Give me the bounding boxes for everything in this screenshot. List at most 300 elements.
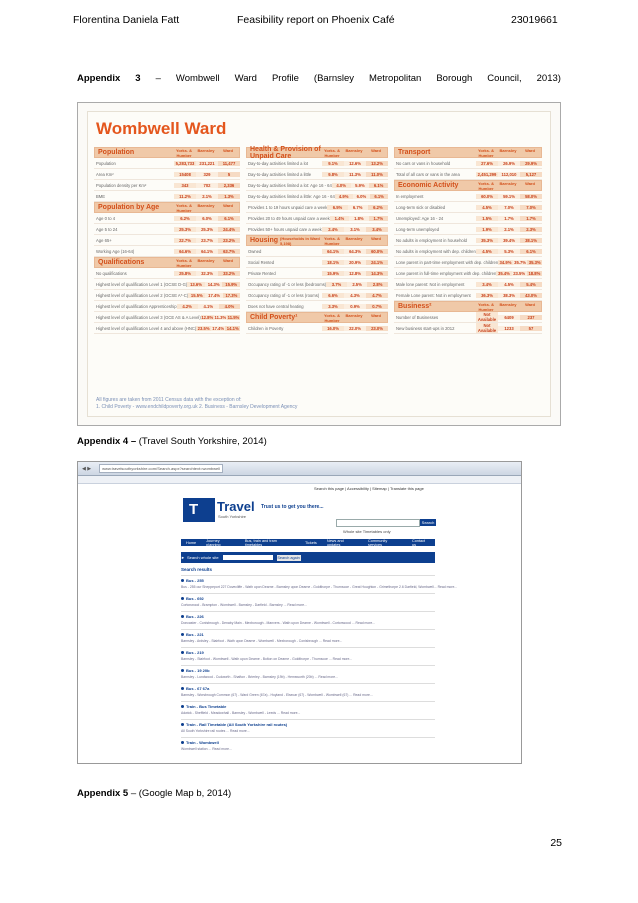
column-header: Barnsley	[345, 235, 363, 241]
column-header: Ward	[371, 235, 381, 241]
result-item	[181, 701, 435, 719]
table-row	[394, 323, 542, 334]
brand-sub: South Yorkshire	[218, 514, 247, 519]
cell-value: 22.7%	[174, 238, 196, 243]
table-row	[394, 224, 542, 235]
search-scope-radios: Whole site Timetables only	[343, 529, 391, 534]
result-text: Wombwell station ... Read more...	[181, 747, 232, 751]
result-item	[181, 647, 435, 665]
cell-value: 34.9%	[499, 259, 512, 265]
cell-value: 59.1%	[498, 194, 520, 199]
wombwell-ward-profile-image	[77, 102, 561, 426]
table-row	[94, 191, 240, 202]
cell-value: 1.4%	[330, 216, 349, 221]
cell-value: 23.7%	[196, 238, 218, 243]
table-row	[94, 290, 240, 301]
row-label: Provides 20 to 49 hours unpaid care a week	[248, 215, 330, 221]
nav-item: Bus, train and tram timetables	[244, 538, 277, 547]
cell-value: 6.0%	[196, 216, 218, 221]
cell-value: 18.8%	[528, 270, 541, 276]
section-title: Population	[98, 149, 135, 156]
row-label: Highest level of qualification Apprenticeship	[96, 303, 177, 309]
row-label: Total of all cars or vans in the area	[396, 171, 460, 177]
cell-value: 11.2%	[174, 194, 196, 199]
section-population	[94, 147, 240, 158]
result-heading: Bus - 219	[181, 650, 435, 655]
table-row	[246, 290, 388, 301]
cell-value: 64.1%	[322, 249, 344, 254]
section-title: Transport	[398, 149, 431, 156]
row-label: Population	[96, 160, 116, 166]
cell-value: 231,221	[196, 161, 218, 166]
result-text: Barnsley - Stairfoot - Wombwell - Wath upon Dearne - Bolton on Dearne - Goldthorpe - Thurnscoe ... Read more...	[181, 657, 353, 661]
table-row	[94, 323, 240, 334]
cell-value: 24.1%	[366, 260, 388, 265]
page-number: 25	[550, 837, 562, 849]
cell-value: 4.5%	[498, 282, 520, 287]
row-label: Day-to-day activities limited a little: Age 16 - 64	[248, 193, 335, 199]
row-label: Does not have central heating	[248, 303, 304, 309]
cell-value: 6.1%	[520, 249, 542, 254]
section-business	[394, 301, 542, 312]
row-label: No qualifications	[96, 270, 127, 276]
column-header: Yorks. & Humber	[324, 235, 340, 246]
cell-value: 12.8%	[344, 271, 366, 276]
cell-value: 3.1%	[344, 227, 366, 232]
cell-value: 2.3%	[520, 227, 542, 232]
site-search-button: Search	[421, 520, 435, 525]
cell-value: 35.4%	[498, 270, 510, 276]
search-icon: ►	[181, 555, 185, 560]
row-label: Long-term sick or disabled	[396, 204, 446, 210]
column-header: Yorks. & Humber	[176, 202, 192, 213]
cell-value: 26.9%	[498, 161, 520, 166]
column-header: Yorks. & Humber	[176, 257, 192, 268]
table-row	[246, 158, 388, 169]
ward-title: Wombwell Ward	[96, 119, 227, 138]
header-student-id: 23019661	[511, 14, 558, 26]
section-title: Housing	[250, 237, 278, 244]
cell-value: 23.2%	[218, 238, 240, 243]
appendix-4-caption	[77, 436, 267, 447]
footnote-line: All figures are taken from 2011 Census data with the exception of:	[96, 397, 242, 403]
row-label: Long-term unemployed	[396, 226, 440, 232]
result-heading: Train - Wombwell	[181, 740, 435, 745]
section-title: Qualifications	[98, 259, 145, 266]
table-row	[246, 213, 388, 224]
result-heading: Bus - 255	[181, 578, 435, 583]
result-text: Adwick - Sheffield - Meadowhall - Barnsley - Wombwell - Leeds ... Read more...	[181, 711, 301, 715]
column-header: Barnsley	[197, 257, 215, 263]
cell-value: 38.1%	[520, 238, 542, 243]
column-header: Yorks. & Humber	[324, 147, 340, 158]
header-title: Feasibility report on Phoenix Café	[237, 14, 395, 26]
nav-item: News and updates	[326, 538, 344, 547]
row-label: In employment	[396, 193, 424, 199]
cell-value: 15.9%	[322, 271, 344, 276]
nav-item: Community services	[368, 538, 388, 547]
appendix-3-word: Wombwell	[175, 73, 220, 84]
cell-value: 5	[218, 172, 240, 177]
cell-value: 5,283,733	[175, 160, 195, 166]
cell-value: 64.1%	[196, 249, 218, 254]
cell-value: 35.3%	[528, 259, 541, 265]
cell-value: 6.0%	[353, 194, 371, 199]
table-row	[394, 235, 542, 246]
cell-value: 4.9%	[335, 194, 353, 199]
row-label: Lone parent in part-time employment with dep. children	[396, 259, 499, 265]
cell-value: 2.5%	[347, 282, 368, 287]
appendix-3-word: (Barnsley	[313, 73, 355, 84]
cell-value: 4.7%	[366, 293, 388, 298]
section-econ	[394, 180, 542, 191]
cell-value: 12.6%	[344, 161, 366, 166]
cell-value: 4.2%	[177, 304, 198, 309]
table-row	[394, 169, 542, 180]
column-header: Barnsley	[197, 202, 215, 208]
cell-value: 17.3%	[223, 293, 240, 298]
result-item	[181, 611, 435, 629]
cell-value: 35.3%	[476, 238, 498, 243]
row-label: No adults in employment in household	[396, 237, 467, 243]
cell-value: 2,336	[218, 183, 240, 188]
row-label: Children in Poverty	[248, 325, 284, 331]
table-row	[246, 191, 388, 202]
row-label: Number of Businesses	[396, 314, 439, 320]
table-row	[394, 191, 542, 202]
cell-value: 17.4%	[205, 293, 222, 298]
appendix-3-word: 2013)	[536, 73, 561, 84]
cell-value: 6.2%	[174, 216, 196, 221]
search-label: Search whole site	[186, 555, 219, 560]
column-header: Barnsley	[499, 147, 517, 153]
appendix-3-caption	[77, 73, 561, 84]
ward-footnote	[96, 397, 297, 411]
cell-value: 329	[196, 172, 218, 177]
section-title: Health & Provision of Unpaid Care	[250, 145, 321, 160]
cell-value: 25.3%	[196, 227, 218, 232]
cell-value: 1.7%	[498, 216, 520, 221]
row-label: Private Rented	[248, 270, 276, 276]
column-header: Yorks. & Humber	[478, 301, 494, 312]
tagline: Trust us to get you there...	[261, 504, 324, 510]
row-label: Highest level of qualification Level 4 and above (HNC)	[96, 325, 197, 331]
cell-value: 702	[196, 183, 218, 188]
cell-value: 11.3%	[214, 314, 227, 320]
column-header: Ward	[223, 202, 233, 208]
column-header: Ward	[371, 312, 381, 318]
cell-value: 39.4%	[498, 238, 520, 243]
row-label: Day-to-day activities limited a little	[248, 171, 312, 177]
table-row	[394, 268, 542, 279]
result-text: Barnsley - Lundwood - Cudworth - Shafton - Brierley - Barnsley (19b) - Hemsworth (20b) ... Read more...	[181, 675, 338, 679]
table-row	[394, 246, 542, 257]
result-heading: Train - Rail Timetable (All South Yorkshire rail routes)	[181, 722, 435, 727]
table-row	[94, 235, 240, 246]
top-links: Search this page | Accessibility | Sitemap | Translate this page	[314, 486, 424, 491]
row-label: Lone parent in full-time employment with dep. children	[396, 270, 497, 276]
row-label: Occupancy rating of -1 or less (bedrooms)	[248, 281, 327, 287]
cell-value: 32.3%	[196, 271, 218, 276]
table-row	[94, 279, 240, 290]
cell-value: 16.0%	[322, 326, 344, 331]
column-header: Barnsley	[345, 312, 363, 318]
cell-value: 14.1%	[226, 325, 239, 331]
row-label: Working Age (16-64)	[96, 248, 135, 254]
table-row	[394, 279, 542, 290]
column-header: Ward	[525, 180, 535, 186]
column-header: Yorks. & Humber	[478, 147, 494, 158]
result-item	[181, 719, 435, 737]
cell-value: 6409	[498, 315, 520, 320]
cell-value: 2.1%	[498, 227, 520, 232]
table-row	[94, 312, 240, 323]
row-label: Age 0 to 4	[96, 215, 116, 221]
table-row	[394, 312, 542, 323]
cell-value: 5.3%	[498, 249, 520, 254]
section-transport	[394, 147, 542, 158]
appendix-3-word: 3	[135, 73, 141, 84]
row-label: Unemployed: Age 16 - 24	[396, 215, 444, 221]
cell-value: 14.3%	[366, 271, 388, 276]
travel-logo	[183, 498, 215, 522]
cell-value: 112,010	[498, 172, 520, 177]
cell-value: 6.5%	[327, 205, 347, 210]
cell-value: 29.9%	[520, 161, 542, 166]
cell-value: 1.7%	[520, 216, 542, 221]
cell-value: 6.1%	[370, 194, 388, 199]
cell-value: 3.3%	[322, 304, 344, 309]
cell-value: 57	[520, 326, 542, 331]
column-header: Ward	[525, 147, 535, 153]
row-label: Provides 1 to 19 hours unpaid care a week	[248, 204, 328, 210]
section-child	[246, 312, 388, 323]
cell-value: 1.7%	[369, 216, 388, 221]
cell-value: 11.5%	[227, 314, 240, 320]
table-row	[246, 224, 388, 235]
result-text: Bus - 255 our Sheppeport 227 Dovecliffe - Wath upon Dearne - Barnsley upon Dearne - Goldthorpe - Thurnscoe - Great Houghton - Grimethorpe 2.6 Darfield, Wombwell... Read more...	[181, 585, 458, 589]
cell-value: 11.3%	[344, 172, 366, 177]
cell-value: 64.3%	[344, 249, 366, 254]
main-nav	[181, 539, 435, 546]
search-again-input	[223, 555, 273, 560]
browser-toolbar	[78, 462, 521, 476]
table-row	[246, 180, 388, 191]
table-row	[246, 246, 388, 257]
cell-value: 1.3%	[218, 194, 240, 199]
cell-value: 24.4%	[218, 227, 240, 232]
table-row	[394, 202, 542, 213]
cell-value: 20.9%	[344, 260, 366, 265]
row-label: Age 5 to 24	[96, 226, 118, 232]
cell-value: 2.1%	[196, 194, 218, 199]
table-row	[94, 224, 240, 235]
row-label: Highest level of qualification Level 1 (GCSE D-G)	[96, 281, 188, 287]
cell-value: 33.2%	[218, 271, 240, 276]
cell-value: 3.7%	[326, 282, 347, 287]
table-row	[94, 301, 240, 312]
cell-value: 4.3%	[344, 293, 366, 298]
column-header: Barnsley	[345, 147, 363, 153]
result-item	[181, 737, 435, 755]
cell-value: 23.5%	[197, 325, 210, 331]
cell-value: 5,127	[520, 172, 542, 177]
appendix-3-word: Metropolitan	[369, 73, 422, 84]
nav-item: Journey planning	[206, 538, 221, 547]
site-search-input	[336, 519, 420, 527]
result-heading: Bus - 19 20b	[181, 668, 435, 673]
cell-value: 38.3%	[498, 293, 520, 298]
section-housing	[246, 235, 388, 246]
appendix-3-word: –	[155, 73, 161, 84]
nav-item: Contact us	[411, 538, 426, 547]
cell-value: 4.5%	[476, 205, 498, 210]
column-header: Barnsley	[197, 147, 215, 153]
nav-item: Home	[186, 540, 197, 545]
appendix-3-word: Ward	[234, 73, 257, 84]
search-again-button: Search again	[277, 555, 300, 560]
appendix-3-word: Appendix	[77, 73, 121, 84]
cell-value: 5.4%	[520, 282, 542, 287]
cell-value: 2,451,299	[477, 171, 497, 177]
result-text: Barnsley - Ardsley - Stairfoot - Wath upon Dearne - Wombwell - Mexborough - Conisbrough ... Read more...	[181, 639, 343, 643]
table-row	[394, 257, 542, 268]
back-icon: ◀ ▶	[82, 465, 92, 472]
header-author: Florentina Daniela Fatt	[73, 14, 180, 26]
section-title: Business²	[398, 303, 432, 310]
section-sublabel: (Households in Ward 5,198)	[280, 235, 320, 246]
result-text: Barnsley - Worsbrough Common (67) - Ward Green (67a) - Hoyland - Elsecar (67) - Wombwell - Wombwell (67) ... Read more...	[181, 693, 373, 697]
column-header: Yorks. & Humber	[324, 312, 340, 323]
cell-value: 6.2%	[368, 205, 388, 210]
nav-item: Tickets	[304, 540, 317, 545]
result-item	[181, 665, 435, 683]
travel-south-yorkshire-screenshot	[77, 461, 522, 764]
cell-value: 15408	[174, 172, 196, 177]
appendix-5-caption	[77, 788, 231, 799]
row-label: No cars or vans in household	[396, 160, 451, 166]
cell-value: 1233	[498, 326, 520, 331]
cell-value: 9.8%	[322, 172, 344, 177]
cell-value: 13.2%	[366, 161, 388, 166]
row-label: Population density per Km²	[96, 182, 147, 188]
cell-value: 5.9%	[351, 183, 370, 188]
appendix-3-word: Council,	[487, 73, 522, 84]
row-label: Provides 50+ hours unpaid care a week	[248, 226, 322, 232]
search-results	[181, 567, 458, 755]
cell-value: 13.6%	[187, 282, 205, 287]
appendix-3-word: Borough	[436, 73, 473, 84]
cell-value: 15.9%	[222, 282, 240, 287]
cell-value: 15.5%	[188, 293, 205, 298]
table-row	[246, 279, 388, 290]
cell-value: 1.9%	[476, 227, 498, 232]
column-header: Yorks. & Humber	[176, 147, 192, 158]
cell-value: 60.0%	[476, 194, 498, 199]
cell-value: 23.5%	[513, 270, 526, 276]
cell-value: 1.5%	[476, 216, 498, 221]
appendix-5-label: Appendix 5	[77, 788, 129, 799]
section-title: Child Poverty¹	[250, 314, 298, 321]
cell-value: Not Available	[477, 312, 497, 322]
row-label: BME	[96, 193, 106, 199]
appendix-4-label: Appendix 4 –	[77, 436, 137, 447]
table-row	[394, 158, 542, 169]
search-bar	[181, 552, 435, 563]
column-header: Yorks. & Humber	[478, 180, 494, 191]
row-label: No adults in employment with dep. children	[396, 248, 476, 254]
result-text: All South Yorkshire rail routes ... Read more...	[181, 729, 250, 733]
cell-value: Not Available	[477, 323, 497, 333]
appendix-3-word: Profile	[271, 73, 299, 84]
section-qual	[94, 257, 240, 268]
cell-value: 58.0%	[520, 194, 542, 199]
table-row	[394, 290, 542, 301]
row-label: Area Km²	[96, 171, 114, 177]
logo-letter: T	[189, 501, 199, 518]
cell-value: 7.0%	[520, 205, 542, 210]
cell-value: 22.0%	[344, 326, 366, 331]
row-label: Age 65+	[96, 237, 112, 243]
cell-value: 2.8%	[367, 282, 388, 287]
cell-value: 18.1%	[322, 260, 344, 265]
table-row	[246, 169, 388, 180]
cell-value: 4.1%	[198, 304, 219, 309]
footnote-line: 1. Child Poverty - www.endchildpoverty.org.uk 2. Business - Barnsley Development Agency	[96, 404, 298, 410]
column-header: Ward	[525, 301, 535, 307]
table-row	[246, 202, 388, 213]
cell-value: 60.0%	[366, 249, 388, 254]
cell-value: 25.3%	[174, 227, 196, 232]
cell-value: 343	[174, 183, 196, 188]
row-label: Highest level of qualification Level 2 (GCSE A*-C)	[96, 292, 189, 298]
cell-value: 36.3%	[476, 293, 498, 298]
cell-value: 23.0%	[366, 326, 388, 331]
table-row	[94, 213, 240, 224]
row-label: Social Rented	[248, 259, 275, 265]
column-header: Ward	[223, 147, 233, 153]
browser-tabs-bar	[78, 476, 521, 484]
result-item	[181, 575, 458, 593]
result-heading: Bus - 692	[181, 596, 435, 601]
cell-value: 64.6%	[174, 249, 196, 254]
table-row	[394, 213, 542, 224]
result-item	[181, 683, 435, 701]
table-row	[246, 301, 388, 312]
result-heading: Train - Bus Timetable	[181, 704, 435, 709]
section-title: Economic Activity	[398, 182, 459, 189]
table-row	[94, 180, 240, 191]
row-label: New business start-ups in 2012	[396, 325, 455, 331]
section-title: Population by Age	[98, 204, 160, 211]
column-header: Ward	[223, 257, 233, 263]
cell-value: 14.3%	[205, 282, 223, 287]
row-label: Occupancy rating of -1 or less (rooms)	[248, 292, 320, 298]
column-header: Barnsley	[499, 301, 517, 307]
cell-value: 27.6%	[476, 161, 498, 166]
table-row	[94, 158, 240, 169]
cell-value: 6.7%	[348, 205, 368, 210]
section-health	[246, 147, 388, 158]
result-item	[181, 593, 435, 611]
cell-value: 3.4%	[366, 227, 388, 232]
cell-value: 25.8%	[174, 271, 196, 276]
cell-value: 43.0%	[520, 293, 542, 298]
table-row	[94, 246, 240, 257]
cell-value: 6.1%	[369, 183, 388, 188]
cell-value: 0.7%	[366, 304, 388, 309]
table-row	[94, 268, 240, 279]
